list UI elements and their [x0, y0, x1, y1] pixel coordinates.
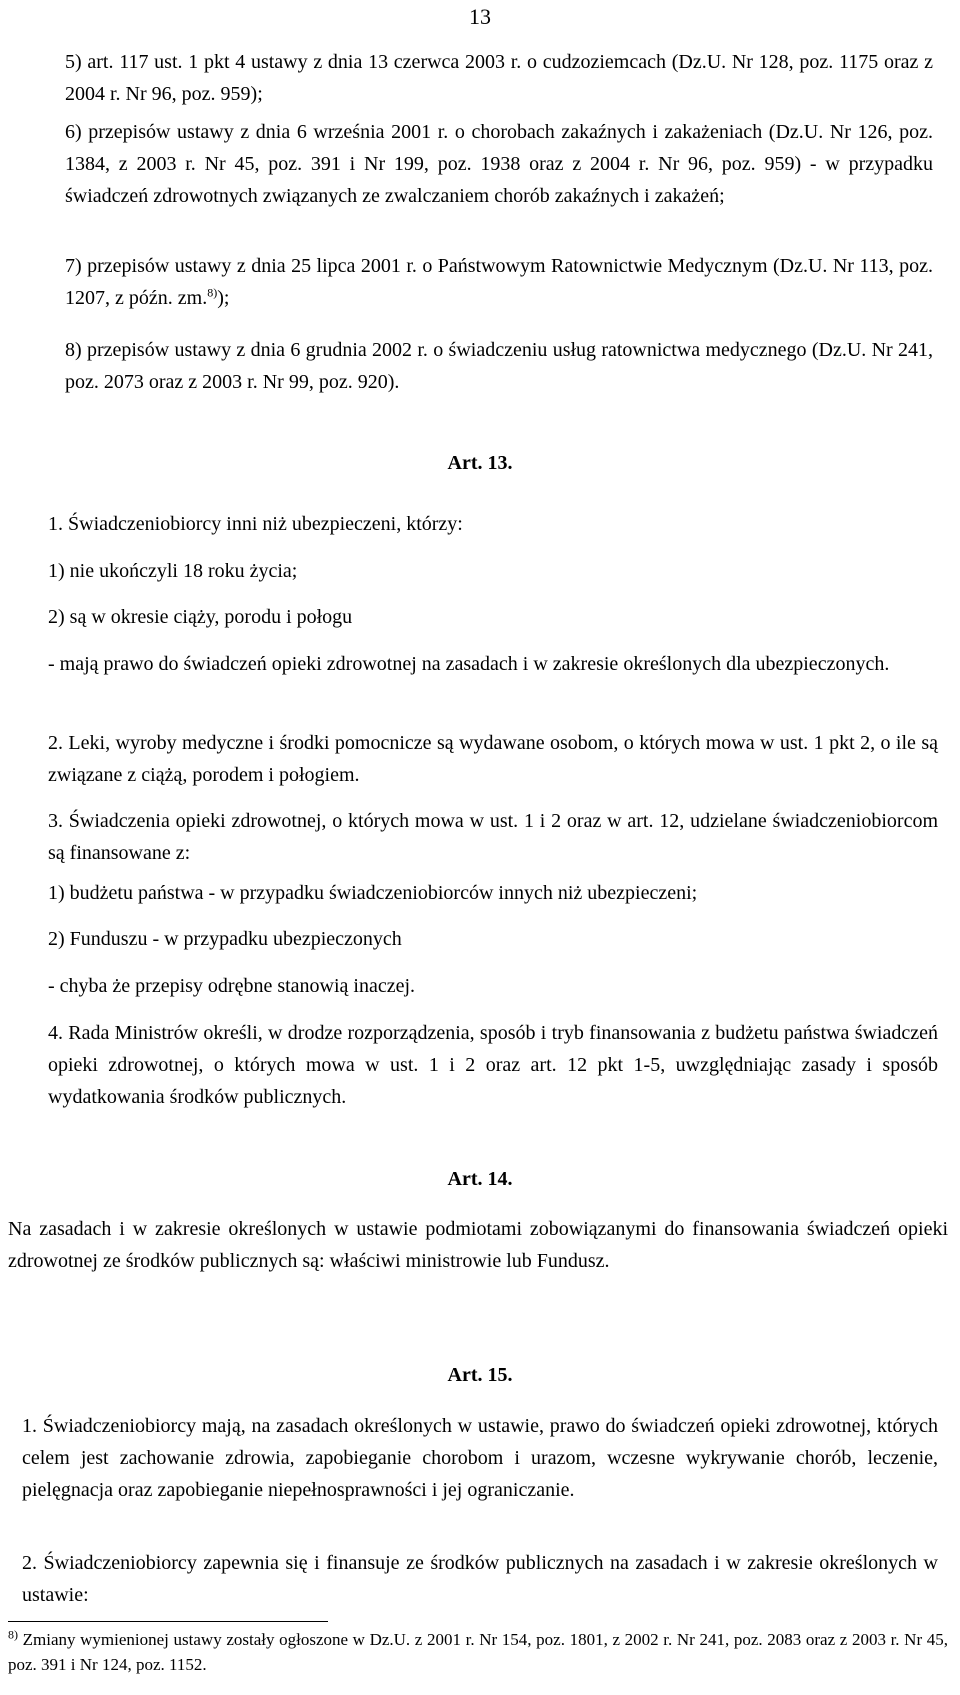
- list-item: 6) przepisów ustawy z dnia 6 września 2001 r. o chorobach zakaźnych i zakażeniach (Dz.U. Nr 126, poz. 1384, z 2003 r. Nr 45, poz. 391 i Nr 199, poz. 1938 oraz z 2004 r. Nr 96, poz. 959) - w przypadku świadczeń zdrowotnych związanych ze zwalczaniem chorób zakaźnych i zakażeń;: [65, 121, 933, 207]
- paragraph: 1. Świadczeniobiorcy inni niż ubezpieczeni, którzy:: [48, 513, 463, 535]
- article-heading: Art. 15.: [447, 1364, 513, 1386]
- footnote-ref: 8): [207, 285, 218, 300]
- list-item: 5) art. 117 ust. 1 pkt 4 ustawy z dnia 13 czerwca 2003 r. o cudzoziemcach (Dz.U. Nr 128, poz. 1175 oraz z 2004 r. Nr 96, poz. 959);: [65, 51, 933, 105]
- footnote-marker: 8): [8, 1627, 18, 1642]
- paragraph: - mają prawo do świadczeń opieki zdrowotnej na zasadach i w zakresie określonych dla ubezpieczonych.: [48, 653, 890, 675]
- item-text-end: );: [217, 287, 230, 309]
- item-text: 7) przepisów ustawy z dnia 25 lipca 2001 r. o Państwowym Ratownictwie Medycznym (Dz.U. Nr 113, poz. 1207, z późn. zm.: [65, 255, 933, 309]
- paragraph: 2. Świadczeniobiorcy zapewnia się i finansuje ze środków publicznych na zasadach i w zakresie określonych w ustawie:: [22, 1552, 938, 1606]
- list-item: 1) budżetu państwa - w przypadku świadczeniobiorców innych niż ubezpieczeni;: [48, 882, 698, 904]
- paragraph: 1. Świadczeniobiorcy mają, na zasadach określonych w ustawie, prawo do świadczeń opieki zdrowotnej, których celem jest zachowanie zdrowia, zapobieganie chorobom i urazom, wczesne wykrywanie chorób, leczenie, pielęgnacja oraz zapobieganie niepełnosprawności i jej ograniczanie.: [22, 1415, 938, 1501]
- footnote: [8, 1627, 948, 1677]
- paragraph: Na zasadach i w zakresie określonych w ustawie podmiotami zobowiązanymi do finansowania świadczeń opieki zdrowotnej ze środków publicznych są: właściwi ministrowie lub Fundusz.: [8, 1218, 948, 1272]
- paragraph: 3. Świadczenia opieki zdrowotnej, o których mowa w ust. 1 i 2 oraz w art. 12, udzielane świadczeniobiorcom są finansowane z:: [48, 810, 938, 864]
- page-number: 13: [469, 4, 491, 29]
- list-item: 2) są w okresie ciąży, porodu i połogu: [48, 606, 353, 628]
- article-heading: Art. 14.: [447, 1168, 513, 1190]
- list-item: [65, 250, 933, 314]
- article-heading: Art. 13.: [447, 452, 513, 474]
- list-item: 1) nie ukończyli 18 roku życia;: [48, 560, 298, 582]
- paragraph: 2. Leki, wyroby medyczne i środki pomocnicze są wydawane osobom, o których mowa w ust. 1 pkt 2, o ile są związane z ciążą, porodem i połogiem.: [48, 732, 938, 786]
- paragraph: 4. Rada Ministrów określi, w drodze rozporządzenia, sposób i tryb finansowania z budżetu państwa świadczeń opieki zdrowotnej, o których mowa w ust. 1 i 2 oraz art. 12 pkt 1-5, uwzględniając zasady i sposób wydatkowania środków publicznych.: [48, 1022, 938, 1108]
- footnote-text: Zmiany wymienionej ustawy zostały ogłoszone w Dz.U. z 2001 r. Nr 154, poz. 1801, z 2002 r. Nr 241, poz. 2083 oraz z 2003 r. Nr 45, poz. 391 i Nr 124, poz. 1152.: [8, 1630, 948, 1674]
- list-item: 2) Funduszu - w przypadku ubezpieczonych: [48, 928, 402, 950]
- list-item: 8) przepisów ustawy z dnia 6 grudnia 2002 r. o świadczeniu usług ratownictwa medycznego (Dz.U. Nr 241, poz. 2073 oraz z 2003 r. Nr 99, poz. 920).: [65, 339, 933, 393]
- paragraph: - chyba że przepisy odrębne stanowią inaczej.: [48, 975, 416, 997]
- footnote-rule: [8, 1621, 328, 1622]
